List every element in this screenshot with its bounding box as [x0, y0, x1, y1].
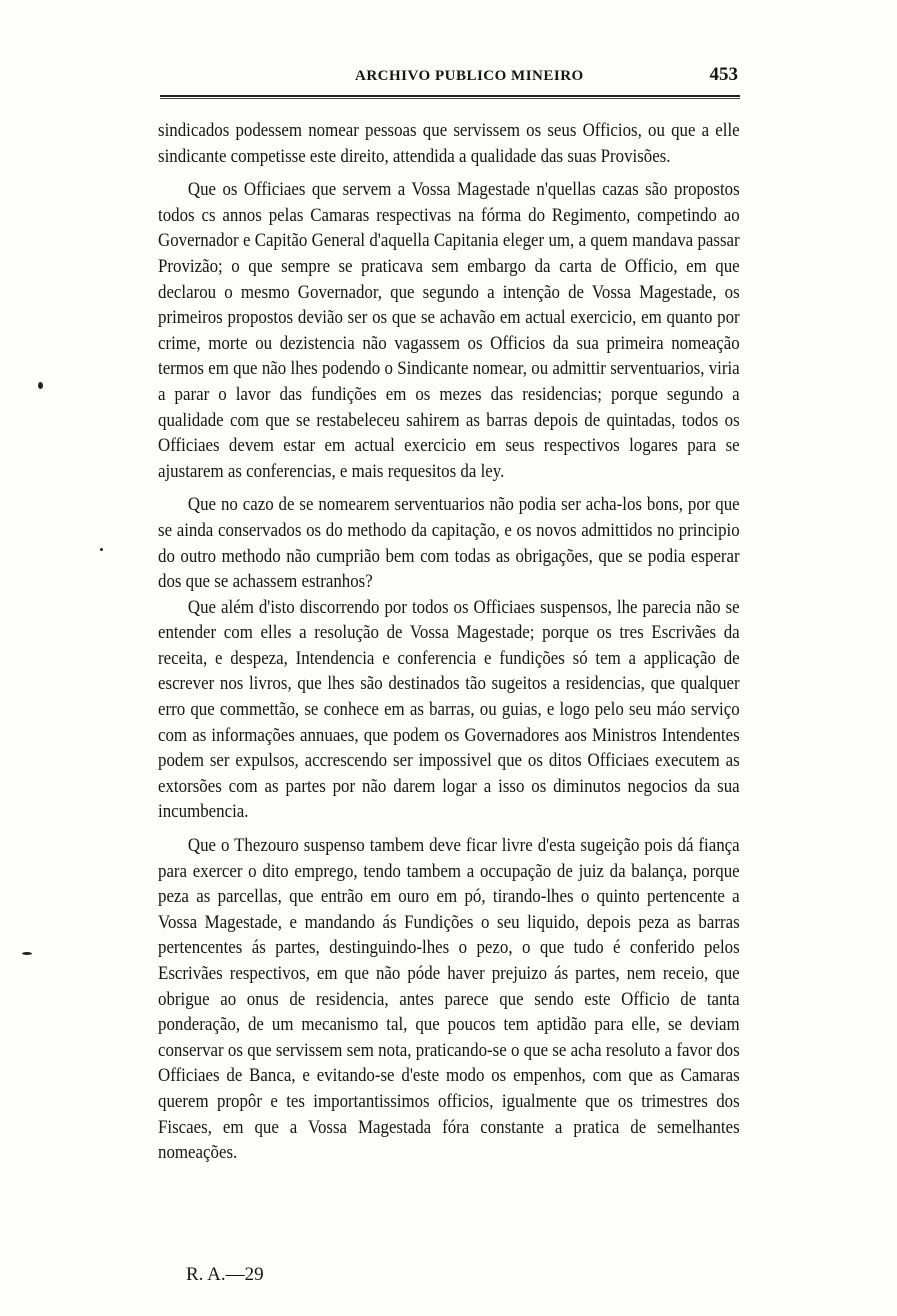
paragraph: Que além d'isto discorrendo por todos os Officiaes suspensos, lhe parecia não se entender com elles a resolução de Vossa Magestade; porque os tres Escrivães da receita, e despeza, Intendencia e conferencia e fundições só tem a applicação de escrever nos livros, que lhes são destinados tão sugeitos a residencias, que qualquer erro que commettão, se conhece em as barras, ou guias, e logo pelo seu máo serviço com as informações annuaes, que podem os Governadores aos Ministros Intendentes podem ser expulsos, accrescendo ser impossivel que os ditos Officiaes executem as extorsões com as partes por não darem logar a isso os diminutos negocios da sua incumbencia. [158, 596, 740, 823]
signature-mark: R. A.—29 [186, 1264, 264, 1285]
paragraph: Que o Thezouro suspenso tambem deve ficar livre d'esta sugeição pois dá fiança para exercer o dito emprego, tendo tambem a occupação de juiz da balança, porque peza as parcellas, que entrão em ouro em pó, tirando-lhes o quinto pertencente a Vossa Magestade, e mandando ás Fundições o seu liquido, depois peza as barras pertencentes ás partes, destinguindo-lhes o pezo, o que tudo é conferido pelos Escrivães respectivos, em que não póde haver prejuizo ás partes, nem receio, que obrigue ao onus de residencia, antes parece que sendo este Officio de tanta ponderação, de um mecanismo tal, que poucos tem aptidão para elle, se deviam conservar os que servissem sem nota, praticando-se o que se acha resoluto a favor dos Officiaes de Banca, e evitando-se d'este modo os empenhos, com que as Camaras querem propôr e tes importantissimos officios, igualmente que os trimestres dos Fiscaes, em que a Vossa Magestada fóra constante a pratica de semelhantes nomeações. [158, 835, 740, 1164]
body-text [158, 118, 740, 1166]
margin-speck [22, 952, 32, 955]
header-rule [160, 95, 740, 99]
running-title: ARCHIVO PUBLICO MINEIRO [355, 68, 584, 84]
margin-speck [100, 548, 103, 551]
page-number: 453 [709, 64, 738, 85]
margin-speck [38, 382, 43, 389]
paragraph: Que no cazo de se nomearem serventuarios não podia ser acha-los bons, por que se ainda conservados os do methodo da capitação, e os novos admittidos no principio do outro methodo não cumprião bem com todas as obrigações, que se podia esperar dos que se achassem estranhos? [158, 494, 740, 593]
page-header [160, 64, 740, 94]
paragraph: Que os Officiaes que servem a Vossa Magestade n'quellas cazas são propostos todos cs annos pelas Camaras respectivas na fórma do Regimento, competindo ao Governador e Capitão General d'aquella Capitania eleger um, a quem mandava passar Provizão; o que sempre se praticava sem embargo da carta de Officio, em que declarou o mesmo Governador, que segundo a intenção de Vossa Magestade, os primeiros propostos devião ser os que se achavão em actual exercicio, em quanto por crime, morte ou dezistencia não vagassem os Officios da sua primeira nomeação termos em que não lhes podendo o Sindicante nomear, ou admittir serventuarios, viria a parar o lavor das fundições em os mezes das residencias; porque segundo a qualidade com que se restabeleceu sahirem as barras depois de quintadas, todos os Officiaes devem estar em actual exercicio em seus respectivos logares para se ajustarem as conferencias, e mais requesitos da ley. [158, 179, 740, 482]
paragraph-continuation: sindicados podessem nomear pessoas que servissem os seus Officios, ou que a elle sindicante competisse este direito, attendida a qualidade das suas Provisões. [158, 120, 740, 167]
